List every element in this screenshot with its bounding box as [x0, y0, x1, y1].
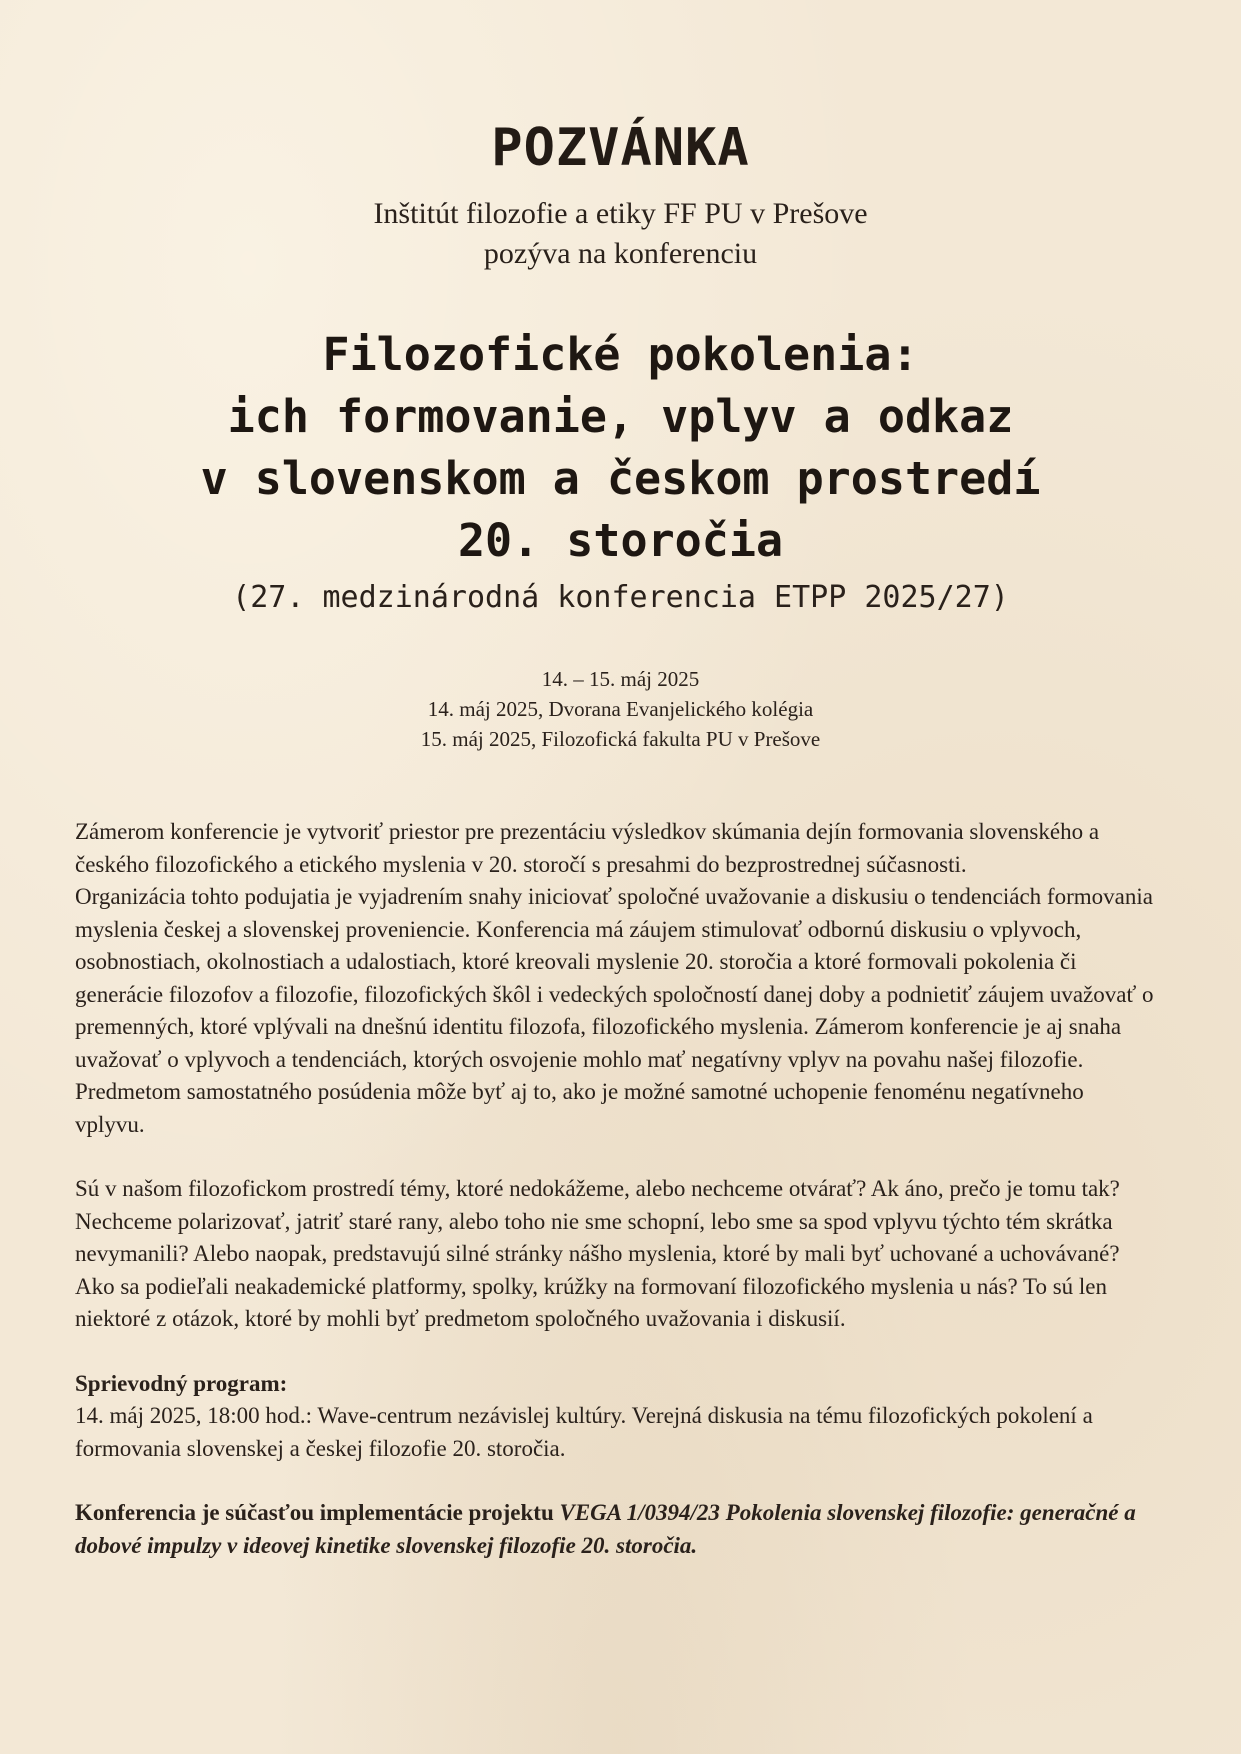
program-text: 14. máj 2025, 18:00 hod.: Wave-centrum nezávislej kultúry. Verejná diskusia na tému filozofických pokolení a formovania slovenskej a českej filozofie 20. storočia.	[75, 1403, 1093, 1461]
title-line: 20. storočia	[457, 514, 784, 567]
body-paragraph: Organizácia tohto podujatia je vyjadrením snahy iniciovať spoločné uvažovanie a diskusiu o tendenciách formovania myslenia českej a slovenskej proveniencie. Konferencia má záujem stimulovať odbornú diskusiu o vplyvoch, osobnostiach, okolnostiach a udalostiach, ktoré kreovali myslenie 20. storočia a ktoré formovali pokolenia či generácie filozofov a filozofie, filozofických škôl i vedeckých spoločností danej doby a podnietiť záujem uvažovať o premenných, ktoré vplývali na dnešnú identitu filozofa, filozofického myslenia. Zámerom konferencie je aj snaha uvažovať o vplyvoch a tendenciách, ktorých osvojenie mohlo mať negatívny vplyv na povahu našej filozofie. Predmetom samostatného posúdenia môže byť aj to, ako je možné samotné uchopenie fenoménu negatívneho vplyvu.	[75, 884, 1154, 1137]
program-heading: Sprievodný program:	[75, 1370, 288, 1396]
date-range: 14. – 15. máj 2025	[541, 667, 700, 691]
project-lead: Konferencia je súčasťou implementácie projektu	[75, 1500, 560, 1525]
date-day2: 15. máj 2025, Filozofická fakulta PU v Prešove	[420, 727, 821, 751]
institute-line: Inštitút filozofie a etiky FF PU v Prešove	[373, 197, 868, 230]
invitation-heading: POZVÁNKA	[491, 118, 750, 178]
title-line: Filozofické pokolenia:	[322, 328, 919, 381]
title-line: ich formovanie, vplyv a odkaz	[227, 390, 1014, 443]
dates-block	[0, 664, 1241, 754]
intro-block	[0, 194, 1241, 274]
conference-title	[0, 324, 1241, 572]
conference-subtitle: (27. medzinárodná konferencia ETPP 2025/27)	[232, 580, 1009, 615]
project-note	[75, 1497, 1155, 1562]
date-day1: 14. máj 2025, Dvorana Evanjelického kolégia	[427, 697, 814, 721]
invites-line: pozýva na konferenciu	[483, 237, 758, 270]
project-name: VEGA 1/0394/23 Pokolenia slovenskej filozofie: generačné a dobové impulzy v ideovej kinetike slovenskej filozofie 20. storočia.	[75, 1500, 1136, 1558]
body-paragraph: Sú v našom filozofickom prostredí témy, ktoré nedokážeme, alebo nechceme otvárať? Ak áno, prečo je tomu tak? Nechceme polarizovať, jatriť staré rany, alebo toho nie sme schopní, lebo sme sa spod vplyvu týchto tém skrátka nevymanili? Alebo naopak, predstavujú silné stránky nášho myslenia, ktoré by mali byť uchované a uchovávané? Ako sa podieľali neakademické platformy, spolky, krúžky na formovaní filozofického myslenia u nás? To sú len niektoré z otázok, ktoré by mohli byť predmetom spoločného uvažovania i diskusií.	[75, 1176, 1120, 1331]
body-paragraph: Zámerom konferencie je vytvoriť priestor pre prezentáciu výsledkov skúmania dejín formovania slovenského a českého filozofického a etického myslenia v 20. storočí s presahmi do bezprostrednej súčasnosti.	[75, 819, 1100, 877]
title-line: v slovenskom a českom prostredí	[200, 452, 1041, 505]
body-text	[75, 816, 1155, 1562]
